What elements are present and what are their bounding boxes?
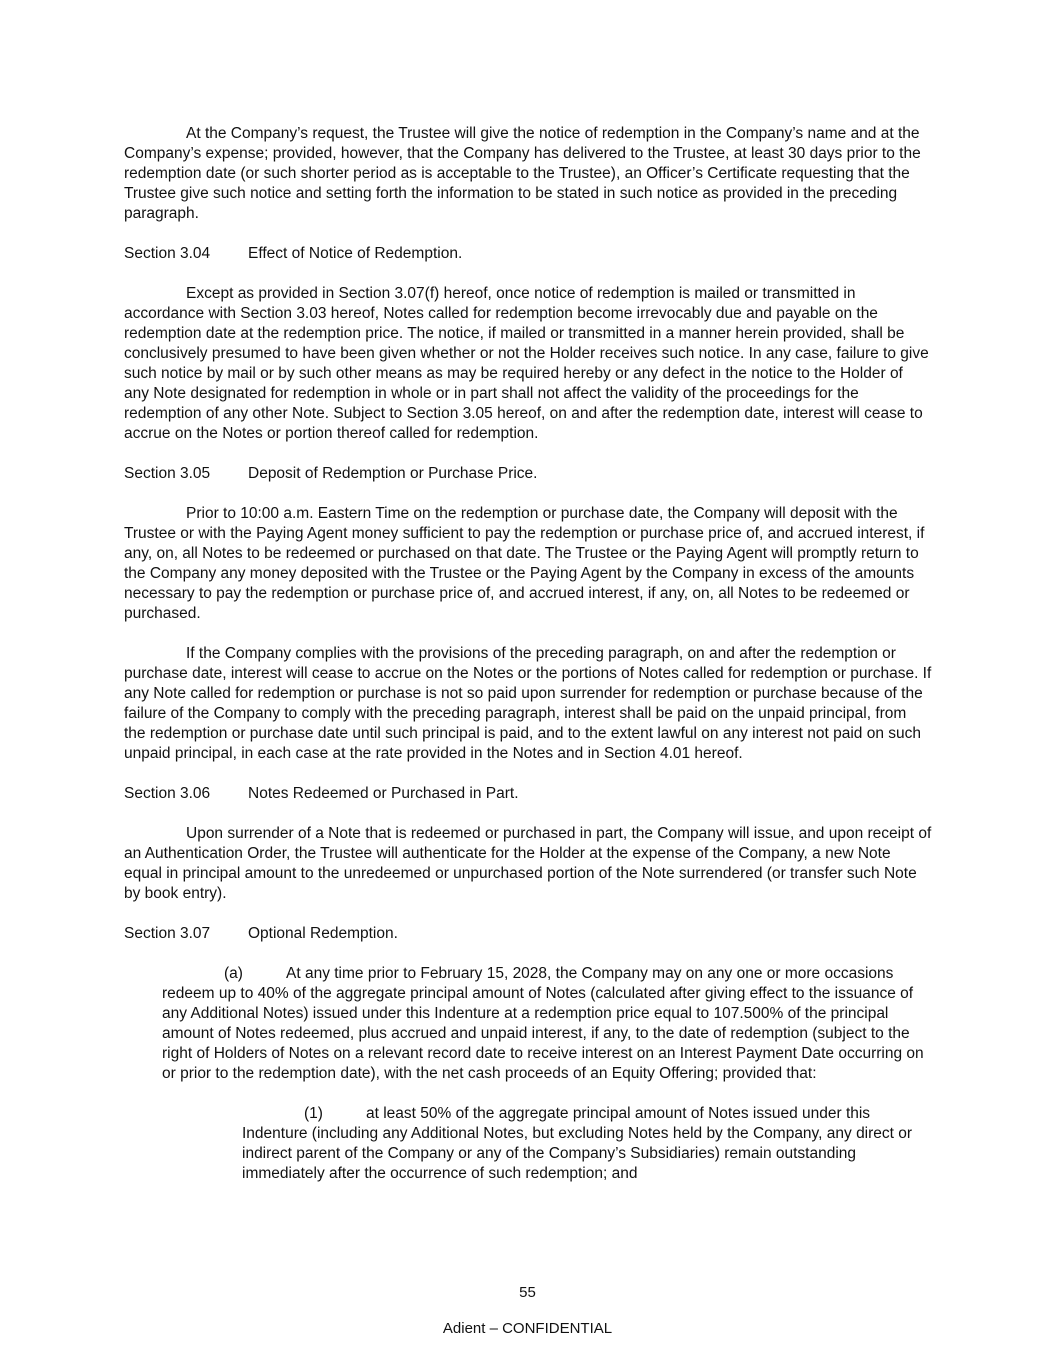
section-title: Effect of Notice of Redemption.: [248, 245, 463, 262]
section-3-04-body: Except as provided in Section 3.07(f) hereof, once notice of redemption is mailed or transmitted in accordance with Section 3.03 hereof, Notes called for redemption become irrevocably due and payable on the redemption date at the redemption price. The notice, if mailed or transmitted in a manner herein provided, shall be conclusively presumed to have been given whether or not the Holder receives such notice. In any case, failure to give such notice by mail or by such other means as may be required hereby or any defect in the notice to the Holder of any Note designated for redemption in whole or in part shall not affect the validity of the proceedings for the redemption of any other Note. Subject to Section 3.05 hereof, on and after the redemption date, interest will cease to accrue on the Notes or portion thereof called for redemption.: [124, 285, 929, 442]
clause-text: At any time prior to February 15, 2028, the Company may on any one or more occasions redeem up to 40% of the aggregate principal amount of Notes (calculated after giving effect to the issuance of any Additional Notes) issued under this Indenture at a redemption price equal to 107.500% of the principal amount of Notes redeemed, plus accrued and unpaid interest, if any, to the date of redemption (subject to the right of Holders of Notes on a relevant record date to receive interest on an Interest Payment Date occurring on or prior to the redemption date), with the net cash proceeds of an Equity Offering; provided that:: [162, 965, 924, 1082]
section-title: Deposit of Redemption or Purchase Price.: [248, 465, 538, 482]
section-3-07-clause-a: [162, 964, 932, 1084]
section-3-05-heading: [124, 464, 932, 484]
paragraph-notice-request: At the Company’s request, the Trustee will give the notice of redemption in the Company’s name and at the Company’s expense; provided, however, that the Company has delivered to the Trustee, at least 30 days prior to the redemption date (or such shorter period as is acceptable to the Trustee), an Officer’s Certificate requesting that the Trustee give such notice and setting forth the information to be stated in such notice as provided in the preceding paragraph.: [124, 125, 921, 222]
page-number: 55: [519, 1284, 536, 1301]
section-3-05-body-1: Prior to 10:00 a.m. Eastern Time on the redemption or purchase date, the Company will deposit with the Trustee or with the Paying Agent money sufficient to pay the redemption or purchase price of, and accrued interest, if any, on, all Notes to be redeemed or purchased on that date. The Trustee or the Paying Agent will promptly return to the Company any money deposited with the Trustee or the Paying Agent by the Company in excess of the amounts necessary to pay the redemption or purchase price of, and accrued interest, if any, on, all Notes to be redeemed or purchased.: [124, 505, 925, 622]
document-body: [124, 124, 932, 1204]
section-number: Section 3.04: [124, 245, 211, 262]
section-title: Optional Redemption.: [248, 925, 398, 942]
section-number: Section 3.06: [124, 785, 211, 802]
section-3-07-clause-a-1: [242, 1104, 932, 1184]
section-3-05-body-2: If the Company complies with the provisions of the preceding paragraph, on and after the redemption or purchase date, interest will cease to accrue on the Notes or the portions of Notes called for redemption or purchase. If any Note called for redemption or purchase is not so paid upon surrender for redemption or purchase because of the failure of the Company to comply with the preceding paragraph, interest shall be paid on the unpaid principal, from the redemption or purchase date until such principal is paid, and to the extent lawful on any interest not paid on such unpaid principal, in each case at the rate provided in the Notes and in Section 4.01 hereof.: [124, 645, 932, 762]
section-title: Notes Redeemed or Purchased in Part.: [248, 785, 519, 802]
section-3-04-heading: [124, 244, 932, 264]
section-3-06-body: Upon surrender of a Note that is redeemed or purchased in part, the Company will issue, and upon receipt of an Authentication Order, the Trustee will authenticate for the Holder at the expense of the Company, a new Note equal in principal amount to the unredeemed or unpurchased portion of the Note surrendered (or transfer such Note by book entry).: [124, 825, 932, 902]
clause-label: (1): [304, 1105, 323, 1122]
section-number: Section 3.05: [124, 465, 211, 482]
confidential-footer: Adient – CONFIDENTIAL: [442, 1320, 613, 1337]
section-number: Section 3.07: [124, 925, 211, 942]
section-3-06-heading: [124, 784, 932, 804]
clause-label: (a): [224, 965, 243, 982]
section-3-07-heading: [124, 924, 932, 944]
clause-text: at least 50% of the aggregate principal amount of Notes issued under this Indenture (including any Additional Notes, but excluding Notes held by the Company, any direct or indirect parent of the Company or any of the Company’s Subsidiaries) remain outstanding immediately after the occurrence of such redemption; and: [242, 1105, 913, 1182]
